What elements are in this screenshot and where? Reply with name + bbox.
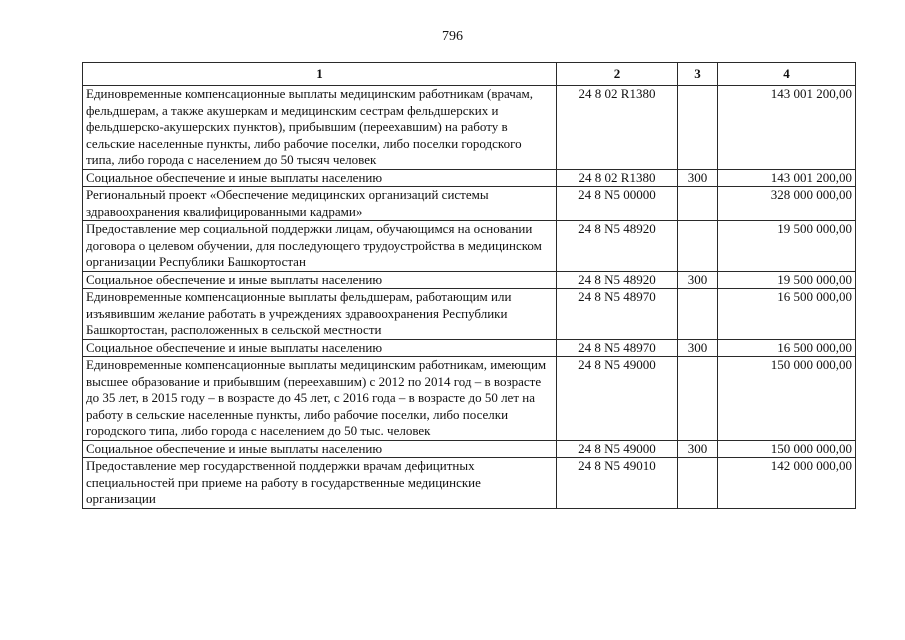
- row-amount-cell: 16 500 000,00: [718, 289, 856, 340]
- row-expense-type-cell: [678, 187, 718, 221]
- row-amount-cell: 142 000 000,00: [718, 458, 856, 509]
- row-amount-cell: 16 500 000,00: [718, 339, 856, 357]
- row-name-cell: Социальное обеспечение и иные выплаты населению: [83, 169, 557, 187]
- column-header-1: 1: [83, 63, 557, 86]
- budget-table: [82, 62, 856, 509]
- column-header-4: 4: [718, 63, 856, 86]
- row-code-cell: 24 8 N5 49010: [557, 458, 678, 509]
- row-code-cell: 24 8 N5 48920: [557, 221, 678, 272]
- table-row: [83, 169, 856, 187]
- table-row: [83, 339, 856, 357]
- row-code-cell: 24 8 N5 48970: [557, 339, 678, 357]
- page-number: 796: [442, 29, 463, 44]
- table-row: [83, 86, 856, 170]
- row-name-cell: Социальное обеспечение и иные выплаты населению: [83, 271, 557, 289]
- row-amount-cell: 143 001 200,00: [718, 86, 856, 170]
- table-body: [83, 86, 856, 509]
- row-amount-cell: 328 000 000,00: [718, 187, 856, 221]
- row-expense-type-cell: [678, 86, 718, 170]
- table-row: [83, 357, 856, 441]
- row-amount-cell: 19 500 000,00: [718, 221, 856, 272]
- table-row: [83, 271, 856, 289]
- row-code-cell: 24 8 N5 48920: [557, 271, 678, 289]
- row-code-cell: 24 8 N5 48970: [557, 289, 678, 340]
- row-amount-cell: 143 001 200,00: [718, 169, 856, 187]
- row-expense-type-cell: 300: [678, 271, 718, 289]
- row-expense-type-cell: 300: [678, 339, 718, 357]
- row-expense-type-cell: [678, 221, 718, 272]
- row-code-cell: 24 8 02 R1380: [557, 86, 678, 170]
- row-code-cell: 24 8 N5 49000: [557, 357, 678, 441]
- row-amount-cell: 19 500 000,00: [718, 271, 856, 289]
- row-code-cell: 24 8 N5 00000: [557, 187, 678, 221]
- table-row: [83, 221, 856, 272]
- row-name-cell: Предоставление мер государственной поддержки врачам дефицитных специальностей при приеме на работу в государственные медицинские организации: [83, 458, 557, 509]
- row-name-cell: Единовременные компенсационные выплаты медицинским работникам, имеющим высшее образование и прибывшим (переехавшим) с 2012 по 2014 год – в возрасте до 35 лет, в 2015 году – в возрасте до 45 лет, с 2016 года – в возрасте до 50 лет на работу в сельские населенные пункты, либо рабочие поселки, либо поселки городского типа, либо города с населением до 50 тыс. человек: [83, 357, 557, 441]
- row-name-cell: Региональный проект «Обеспечение медицинских организаций системы здравоохранения квалифицированными кадрами»: [83, 187, 557, 221]
- row-name-cell: Единовременные компенсационные выплаты медицинским работникам (врачам, фельдшерам, а также акушеркам и медицинским сестрам фельдшерских и фельдшерско-акушерских пунктов), прибывшим (переехавшим) на работу в сельские населенные пункты, либо рабочие поселки, либо поселки городского типа, либо города с населением до 50 тысяч человек: [83, 86, 557, 170]
- row-name-cell: Единовременные компенсационные выплаты фельдшерам, работающим или изъявившим желание работать в учреждениях здравоохранения Республики Башкортостан, расположенных в сельской местности: [83, 289, 557, 340]
- row-code-cell: 24 8 02 R1380: [557, 169, 678, 187]
- row-amount-cell: 150 000 000,00: [718, 357, 856, 441]
- column-header-2: 2: [557, 63, 678, 86]
- row-expense-type-cell: [678, 458, 718, 509]
- row-name-cell: Предоставление мер социальной поддержки лицам, обучающимся на основании договора о целевом обучении, для последующего трудоустройства в медицинском организации Республики Башкортостан: [83, 221, 557, 272]
- table-row: [83, 289, 856, 340]
- row-amount-cell: 150 000 000,00: [718, 440, 856, 458]
- table-row: [83, 458, 856, 509]
- column-header-3: 3: [678, 63, 718, 86]
- table-header-row: [83, 63, 856, 86]
- row-expense-type-cell: 300: [678, 169, 718, 187]
- table-row: [83, 440, 856, 458]
- row-expense-type-cell: 300: [678, 440, 718, 458]
- table-row: [83, 187, 856, 221]
- row-expense-type-cell: [678, 357, 718, 441]
- row-expense-type-cell: [678, 289, 718, 340]
- row-name-cell: Социальное обеспечение и иные выплаты населению: [83, 440, 557, 458]
- row-name-cell: Социальное обеспечение и иные выплаты населению: [83, 339, 557, 357]
- row-code-cell: 24 8 N5 49000: [557, 440, 678, 458]
